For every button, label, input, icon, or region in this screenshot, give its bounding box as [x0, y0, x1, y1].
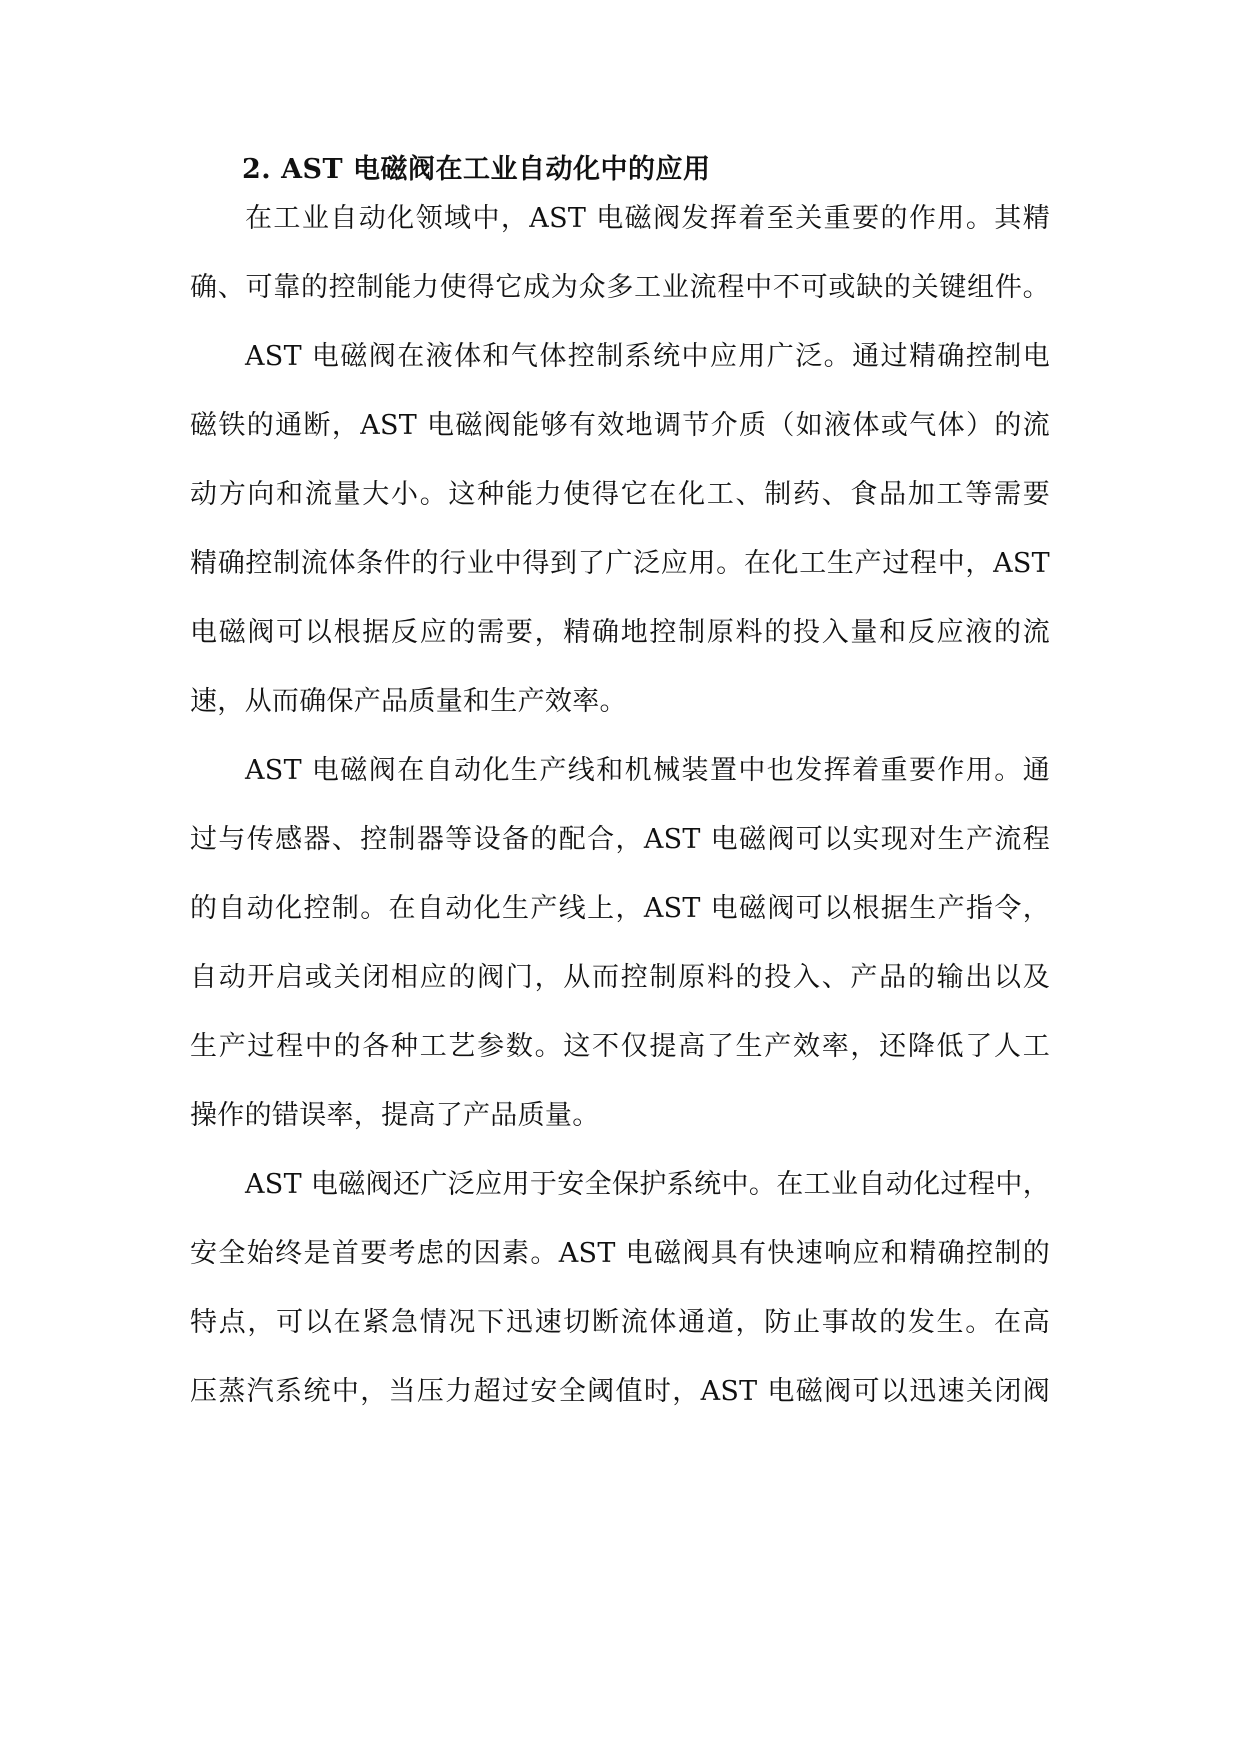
paragraph-line: AST 电磁阀在自动化生产线和机械装置中也发挥着重要作用。通: [245, 755, 1050, 786]
paragraph-line: 动方向和流量大小。这种能力使得它在化工、制药、食品加工等需要: [190, 479, 1050, 510]
paragraph-line: 电磁阀可以根据反应的需要，精确地控制原料的投入量和反应液的流: [190, 617, 1050, 648]
paragraph-line: 速，从而确保产品质量和生产效率。: [190, 686, 627, 717]
paragraph-line: 安全始终是首要考虑的因素。AST 电磁阀具有快速响应和精确控制的: [190, 1238, 1050, 1269]
paragraph-line: 操作的错误率，提高了产品质量。: [190, 1100, 600, 1131]
section-heading: 2. AST 电磁阀在工业自动化中的应用: [242, 154, 711, 185]
paragraph-line: 压蒸汽系统中，当压力超过安全阈值时，AST 电磁阀可以迅速关闭阀: [190, 1376, 1050, 1407]
paragraph-line: 在工业自动化领域中，AST 电磁阀发挥着至关重要的作用。其精: [245, 203, 1050, 234]
paragraph-line: 确、可靠的控制能力使得它成为众多工业流程中不可或缺的关键组件。: [190, 272, 1050, 303]
paragraph-line: 生产过程中的各种工艺参数。这不仅提高了生产效率，还降低了人工: [190, 1031, 1050, 1062]
paragraph-line: AST 电磁阀还广泛应用于安全保护系统中。在工业自动化过程中，: [245, 1169, 1050, 1200]
paragraph-line: 精确控制流体条件的行业中得到了广泛应用。在化工生产过程中，AST: [190, 548, 1050, 579]
paragraph-line: AST 电磁阀在液体和气体控制系统中应用广泛。通过精确控制电: [245, 341, 1050, 372]
paragraph-line: 过与传感器、控制器等设备的配合，AST 电磁阀可以实现对生产流程: [190, 824, 1050, 855]
paragraph-line: 磁铁的通断，AST 电磁阀能够有效地调节介质（如液体或气体）的流: [190, 410, 1050, 441]
paragraph-line: 自动开启或关闭相应的阀门，从而控制原料的投入、产品的输出以及: [190, 962, 1050, 993]
paragraph-line: 的自动化控制。在自动化生产线上，AST 电磁阀可以根据生产指令，: [190, 893, 1050, 924]
paragraph-line: 特点，可以在紧急情况下迅速切断流体通道，防止事故的发生。在高: [190, 1307, 1050, 1338]
